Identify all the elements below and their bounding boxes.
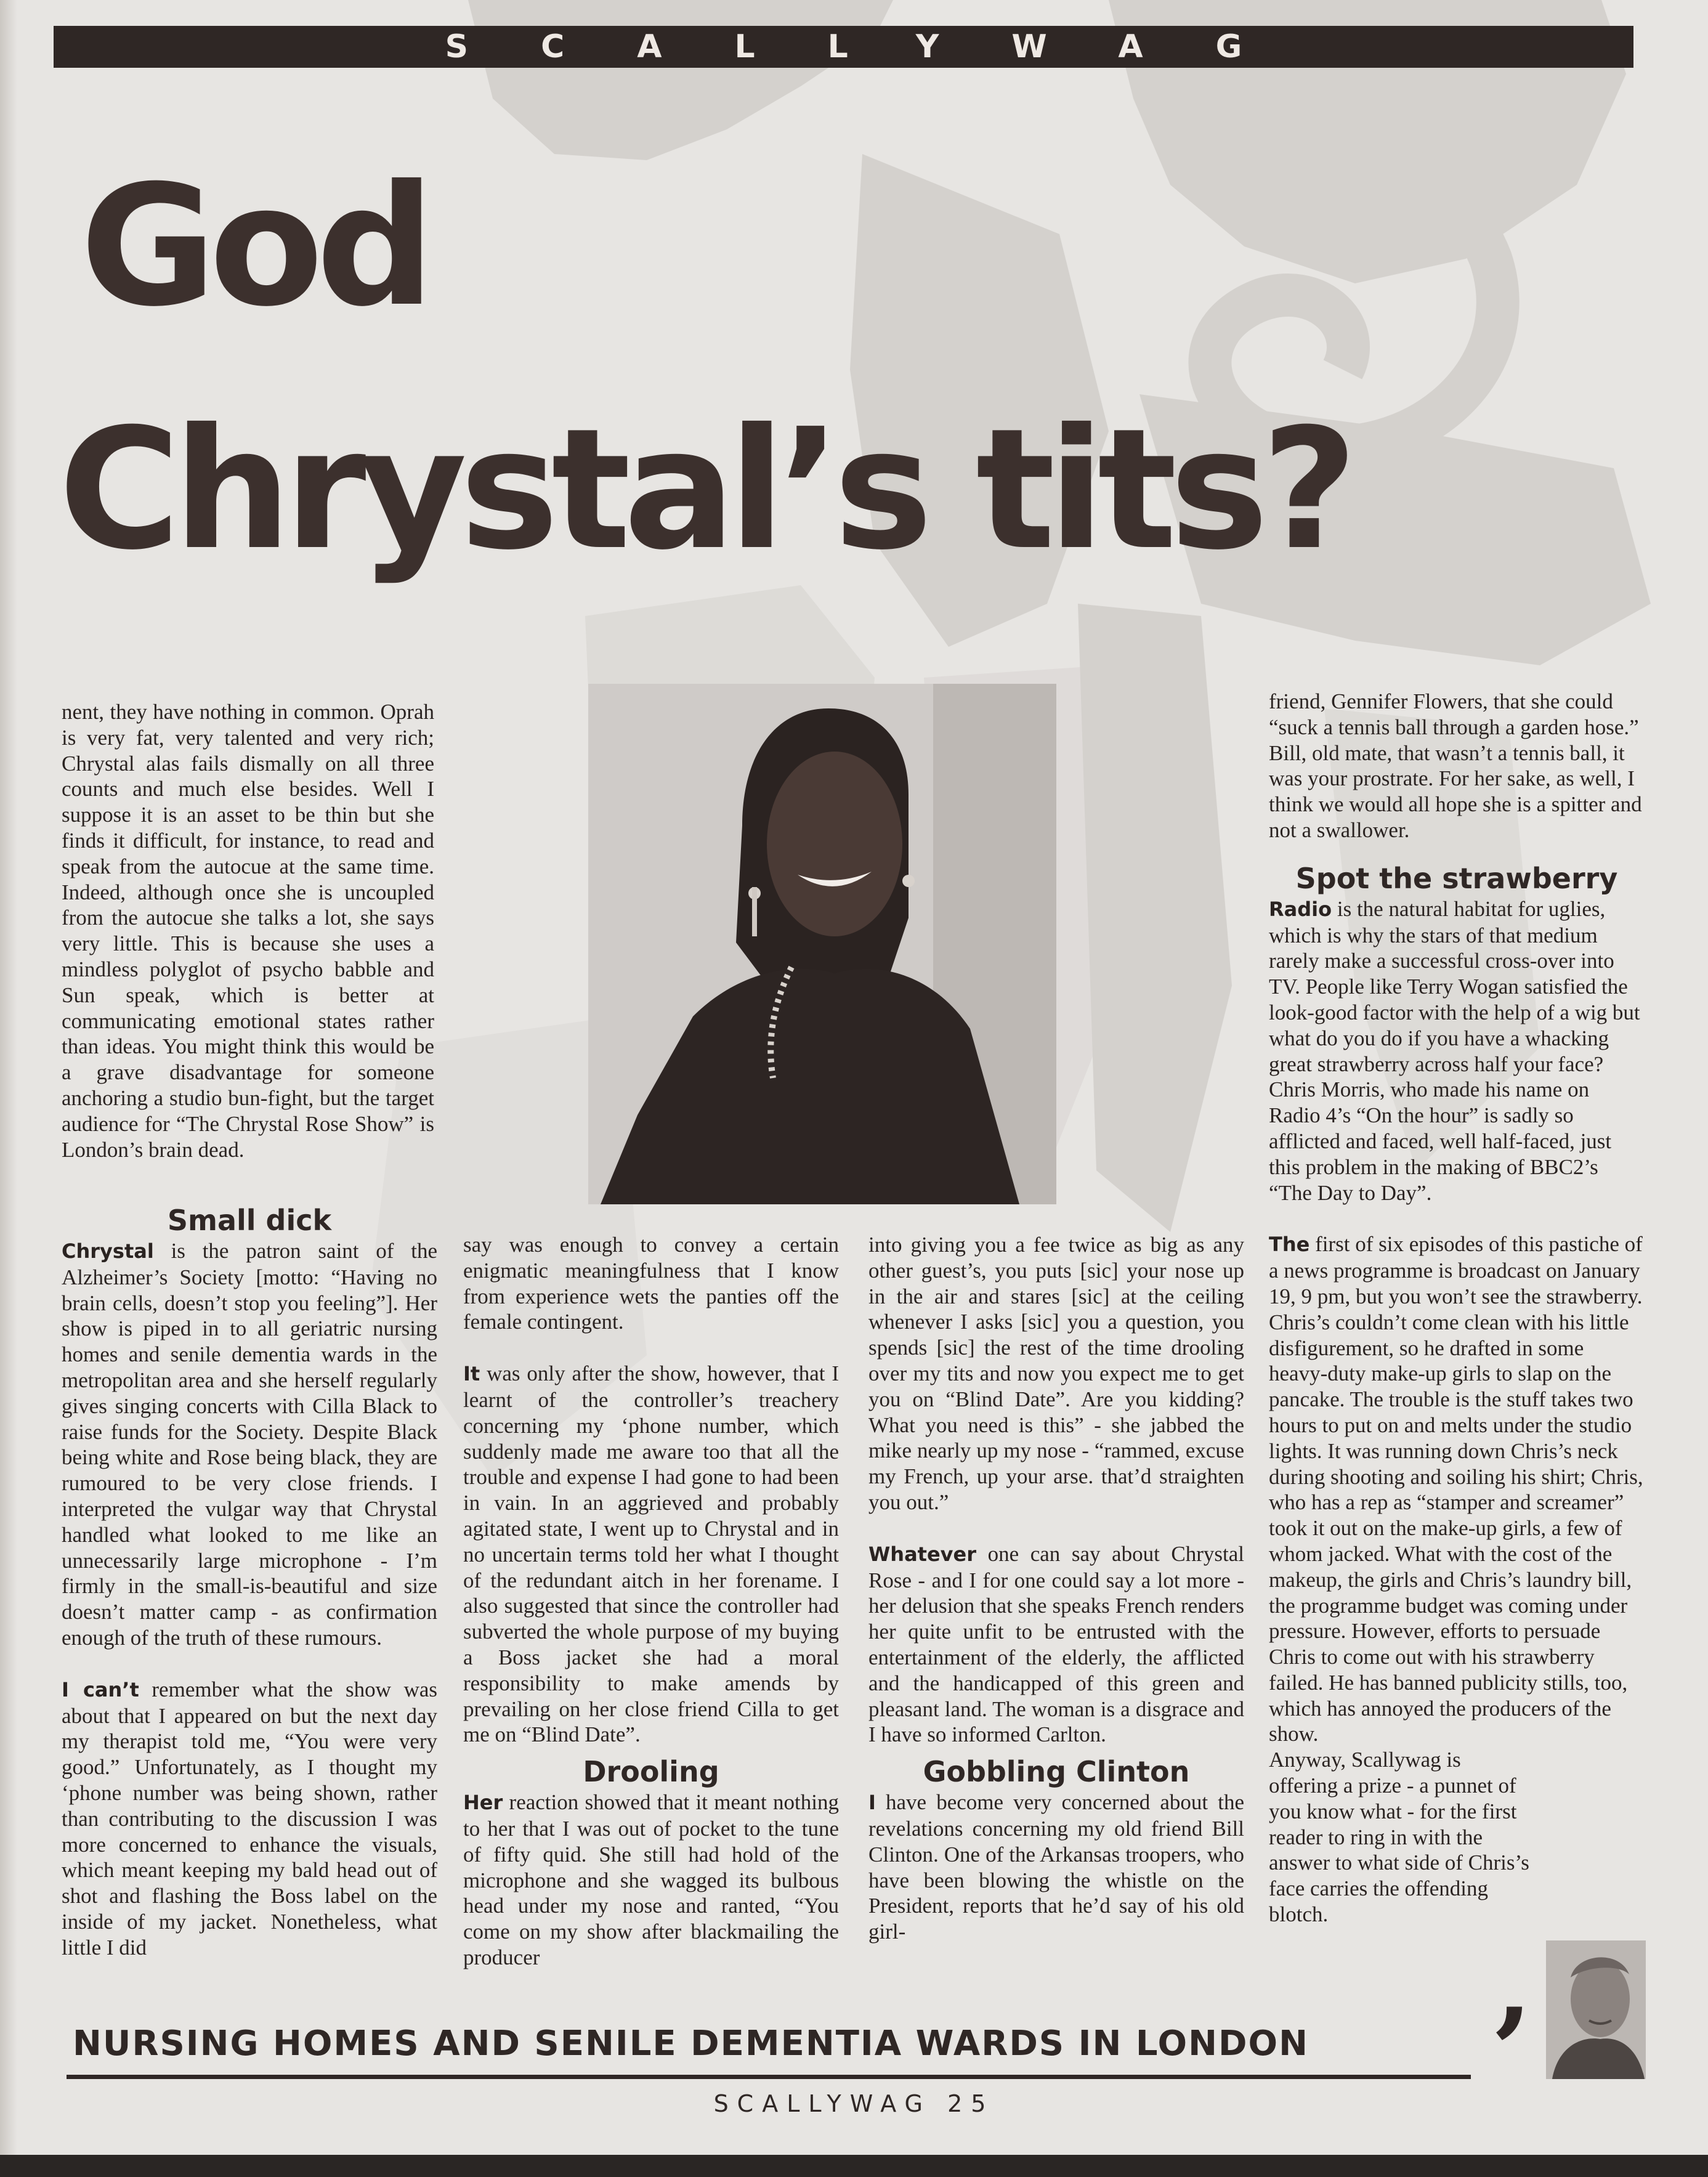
page-bottom-edge [0,2155,1708,2177]
body-paragraph: into giving you a fee twice as big as any other guest’s, you puts [sic] your nose up in the air and stares [sic] at the ceiling whenever I asks [sic] you a question, you spends [sic] the rest of the time drooling over my tits and now you expect me to get you on “Blind Date”. Are you kidding? What you need is this” - she jabbed the mike nearly up my nose - “rammed, excuse my French, up your arse. that’d straighten you out.” [868,1233,1244,1514]
body-paragraph [868,1790,1244,1945]
body-paragraph [62,1238,437,1651]
paragraph-text: first of six episodes of this pastiche of a news programme is broadcast on January 19, 9 pm, but you won’t see the strawberry. Chris’s couldn’t come clean with his little disfigurement, so he drafted in some heavy-duty make-up girls to slap on the pancake. The trouble is the stuff takes two hours to put on and melts under the studio lights. It was running down Chris’s neck during shooting and soiling his shirt; Chris, who has a rep as “stamper and screamer” took it out on the make-up girls, a few of whom jacked. What with the cost of the makeup, the girls and Chris’s laundry bill, the programme budget was coming under pressure. However, efforts to persuade Chris to come out with his strawberry failed. He has banned publicity stills, too, which has annoyed the producers of the show. [1269,1232,1643,1746]
body-paragraph [1269,896,1645,1206]
column-4 [1269,689,1645,1928]
footer-rule [67,2075,1471,2079]
body-paragraph [1269,1231,1645,1747]
lead-in: Whatever [868,1542,977,1566]
column-1-top [62,699,434,1162]
lead-in: Her [463,1791,503,1815]
end-mark: ’ [1491,1982,1532,2120]
paragraph-text: remember what the show was about that I appeared on but the next day my therapist told me, “You were very good.” Unfortunately, as I thought my ‘phone number was being shown, rather than contributing to the discussion I was more concerned to enhance the visuals, which meant keeping my bald head out of shot and flashing the Boss label on the inside of my jacket. Nonetheless, what little I did [62,1677,438,1960]
portrait-photo [588,684,1056,1204]
masthead-bar [54,26,1633,68]
lead-in: It [463,1362,480,1386]
lead-in: Chrystal [62,1239,154,1263]
footer-banner: NURSING HOMES AND SENILE DEMENTIA WARDS IN LONDON [73,2024,1309,2064]
lead-in: I [868,1791,876,1815]
paragraph-text: reaction showed that it meant nothing to her that I was out of pocket to the tune of fifty quid. She still had hold of the microphone and she wagged its bulbous head under my nose and ranted, “You come on my show after blackmailing the producer [463,1790,839,1969]
body-paragraph: Anyway, Scallywag is offering a prize - a punnet of you know what - for the first reader to ring in with the answer to what side of Chris’s face carries the offending blotch. [1269,1748,1529,1927]
paragraph-text: is the natural habitat for uglies, which is why the stars of that medium rarely make a successful cross-over into TV. People like Terry Wogan satisfied the look-good factor with the help of a wig but what do you do if you have a whacking great strawberry across half your face? Chris Morris, who made his name on Radio 4’s “On the hour” is sadly so afflicted and faced, well half-faced, just this problem in the making of BBC2’s “The Day to Day”. [1269,896,1640,1205]
lead-in: The [1269,1233,1310,1257]
body-paragraph: nent, they have nothing in common. Oprah is very fat, very talented and very rich; Chrystal alas fails dismally on all three counts and much else besides. Well I suppose it is an asset to be thin but she finds it difficult, for instance, to read and speak from the autocue at the same time. Indeed, although once she is uncoupled from the autocue she talks a lot, she says very little. This is because she uses a mindless polyglot of psycho babble and Sun speak, which is better at communicating emotional states rather than ideas. You might think this would be a grave disadvantage for someone anchoring a studio bun-fight, but the target audience for “The Chrystal Rose Show” is London’s brain dead. [62,700,434,1162]
subheading-drooling: Drooling [583,1755,719,1789]
headline-line-1: God [80,149,428,343]
body-paragraph: friend, Gennifer Flowers, that she could “suck a tennis ball through a garden hose.” Bill, old mate, that wasn’t a tennis ball, it was your prostrate. For her sake, as well, I think we would all hope she is a spitter and not a swallower. [1269,689,1642,842]
body-paragraph [868,1541,1244,1748]
page-folio: SCALLYWAG 25 [713,2090,995,2117]
body-paragraph [62,1677,437,1961]
subheading-spot-the-strawberry: Spot the strawberry [1295,861,1618,895]
lead-in: I can’t [62,1677,139,1701]
lead-in: Radio [1269,897,1332,921]
column-2 [463,1232,839,1971]
column-1 [62,1202,437,1961]
paragraph-text: have become very concerned about the revelations concerning my old friend Bill Clinton. One of the Arkansas troopers, who have been blowing the whistle on the President, reports that he’d say of his old girl- [868,1790,1244,1944]
body-paragraph: say was enough to convey a certain enigmatic meaningfulness that I know from experience wets the panties off the female contingent. [463,1233,839,1334]
subheading-gobbling-clinton: Gobbling Clinton [923,1755,1190,1789]
author-photo [1546,1940,1646,2079]
column-3 [868,1232,1244,1945]
paragraph-text: one can say about Chrystal Rose - and I for one could say a lot more - her delusion that she speaks French renders her quite unfit to be entrusted with the entertainment of the elderly, the afflicted and the handicapped of this green and pleasant land. The woman is a disgrace and I have so informed Carlton. [868,1541,1244,1747]
paragraph-text: is the patron saint of the Alzheimer’s Society [motto: “Having no brain cells, doesn’t stop you feeling”]. Her show is piped in to all geriatric nursing homes and senile dementia wards in the metropolitan area and she herself regularly gives singing concerts with Cilla Black to raise funds for the Society. Despite Black being white and Rose being black, they are rumoured to be very close friends. I interpreted the vulgar way that Chrystal handled what looked to me like an unnecessarily large microphone - I’m firmly in the small-is-beautiful and size doesn’t matter camp - as confirmation enough of the truth of these rumours. [62,1239,437,1650]
subheading-small-dick: Small dick [167,1204,332,1237]
body-paragraph [463,1361,839,1748]
paragraph-text: was only after the show, however, that I learnt of the controller’s treachery concerning my ‘phone number, which suddenly made me aware too that all the trouble and expense I had gone to had been in vain. In an aggrieved and probably agitated state, I went up to Chrystal and in no uncertain terms told her what I thought of the redundant aitch in her forename. I also suggested that since the controller had subverted the whole purpose of my buying a Boss jacket she had a moral responsibility to make amends by prevailing on her close friend Cilla to get me on “Blind Date”. [463,1361,839,1747]
page-binding-shadow [0,0,17,2177]
body-paragraph [463,1790,839,1971]
headline-line-2: Chrystal’s tits? [59,392,1351,586]
masthead-title: SCALLYWAG [445,28,1315,65]
